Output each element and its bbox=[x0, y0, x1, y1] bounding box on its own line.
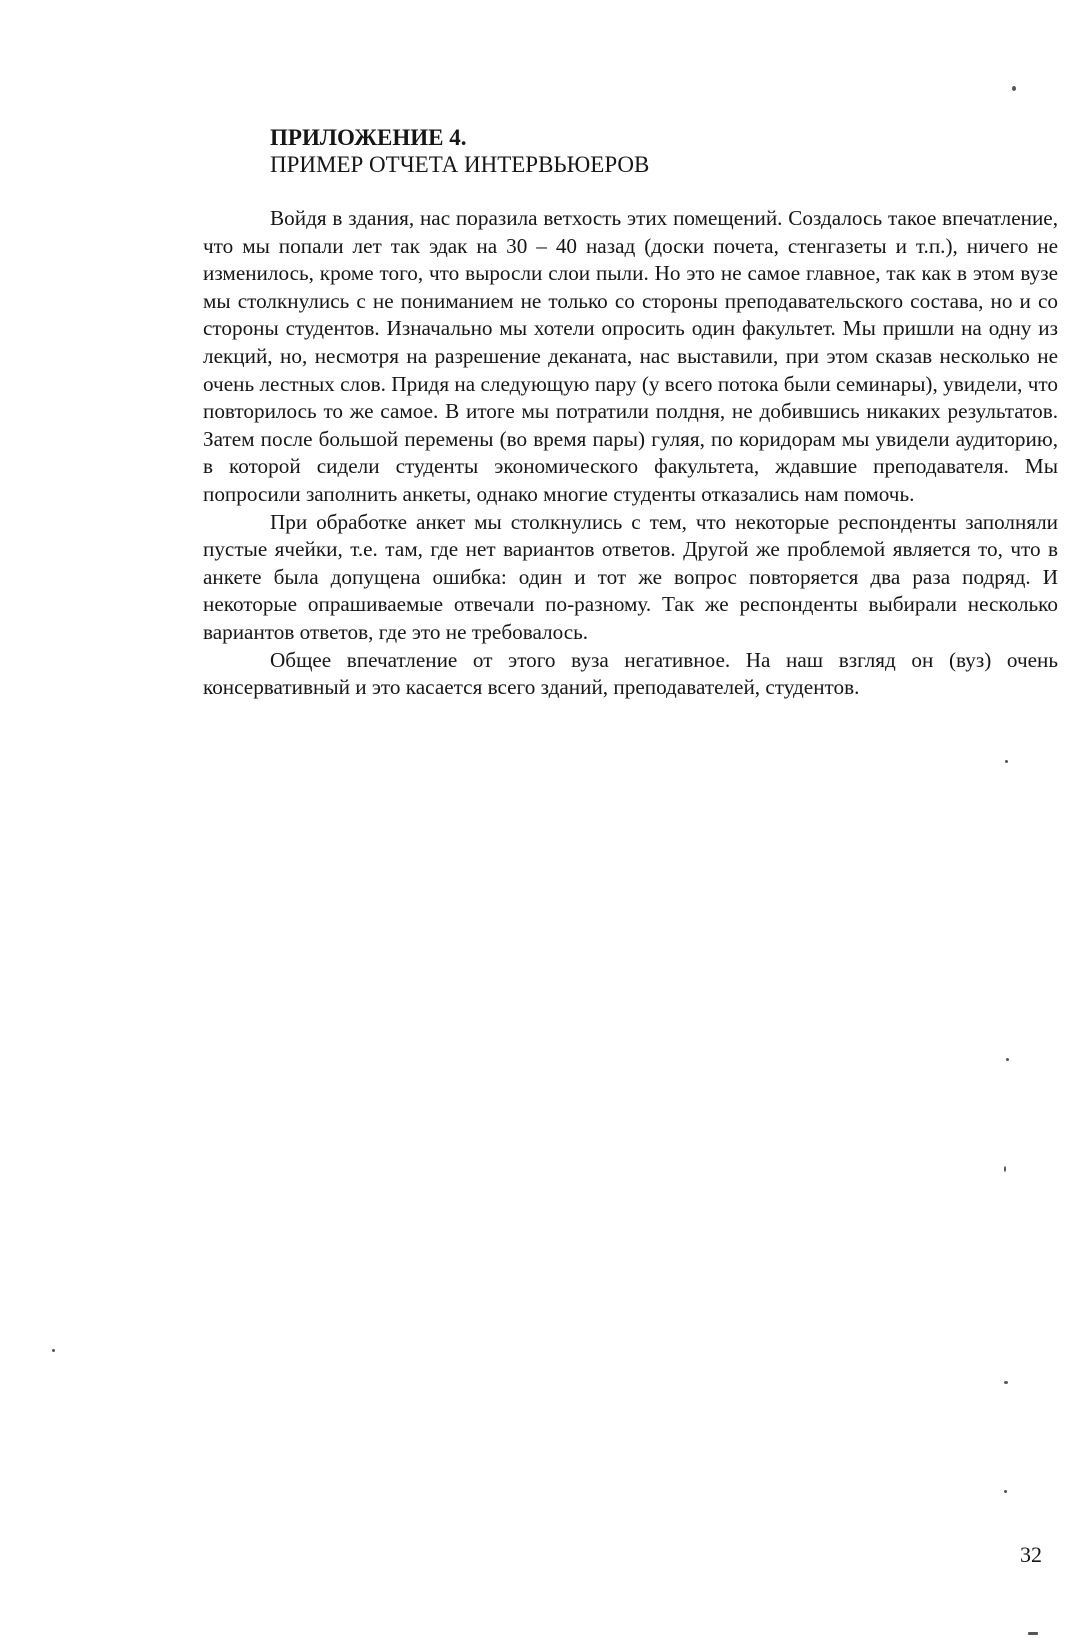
appendix-subtitle: ПРИМЕР ОТЧЕТА ИНТЕРВЬЮЕРОВ bbox=[270, 152, 650, 177]
scan-speck bbox=[1004, 1166, 1006, 1172]
scan-speck bbox=[1028, 1632, 1038, 1635]
report-body bbox=[203, 205, 1058, 702]
scan-speck bbox=[52, 1349, 55, 1352]
page-number: 32 bbox=[1020, 1542, 1042, 1567]
paragraph-survey-processing: При обработке анкет мы столкнулись с тем, что некоторые респонденты заполняли пустые ячейки, т.е. там, где нет вариантов ответов. Другой же проблемой является то, что в анкете была допущена ошибка: один и тот же вопрос повторяется два раза подряд. И некоторые опрашиваемые отвечали по-разному. Так же респонденты выбирали несколько вариантов ответов, где это не требовалось. bbox=[203, 509, 1058, 644]
scan-speck bbox=[1012, 86, 1016, 91]
scan-speck bbox=[1005, 760, 1008, 763]
paragraph-overall-impression: Общее впечатление от этого вуза негативное. На наш взгляд он (вуз) очень консервативный и это касается всего зданий, преподавателей, студентов. bbox=[203, 647, 1058, 700]
paragraph-building-impression: Войдя в здания, нас поразила ветхость этих помещений. Создалось такое впечатление, что мы попали лет так эдак на 30 – 40 назад (доски почета, стенгазеты и т.п.), ничего не изменилось, кроме того, что выросли слои пыли. Но это не самое главное, так как в этом вузе мы столкнулись с не пониманием не только со стороны преподавательского состава, но и со стороны студентов. Изначально мы хотели опросить один факультет. Мы пришли на одну из лекций, но, несмотря на разрешение деканата, нас выставили, при этом сказав несколько не очень лестных слов. Придя на следующую пару (у всего потока были семинары), увидели, что повторилось то же самое. В итоге мы потратили полдня, не добившись никаких результатов. Затем после большой перемены (во время пары) гуляя, по коридорам мы увидели аудиторию, в которой сидели студенты экономического факультета, ждавшие преподавателя. Мы попросили заполнить анкеты, однако многие студенты отказались нам помочь. bbox=[203, 206, 1058, 506]
appendix-heading bbox=[270, 124, 970, 178]
scan-speck bbox=[1006, 1058, 1009, 1061]
scan-speck bbox=[1004, 1490, 1007, 1493]
appendix-title: ПРИЛОЖЕНИЕ 4. bbox=[270, 125, 467, 150]
scan-speck bbox=[1004, 1381, 1008, 1384]
